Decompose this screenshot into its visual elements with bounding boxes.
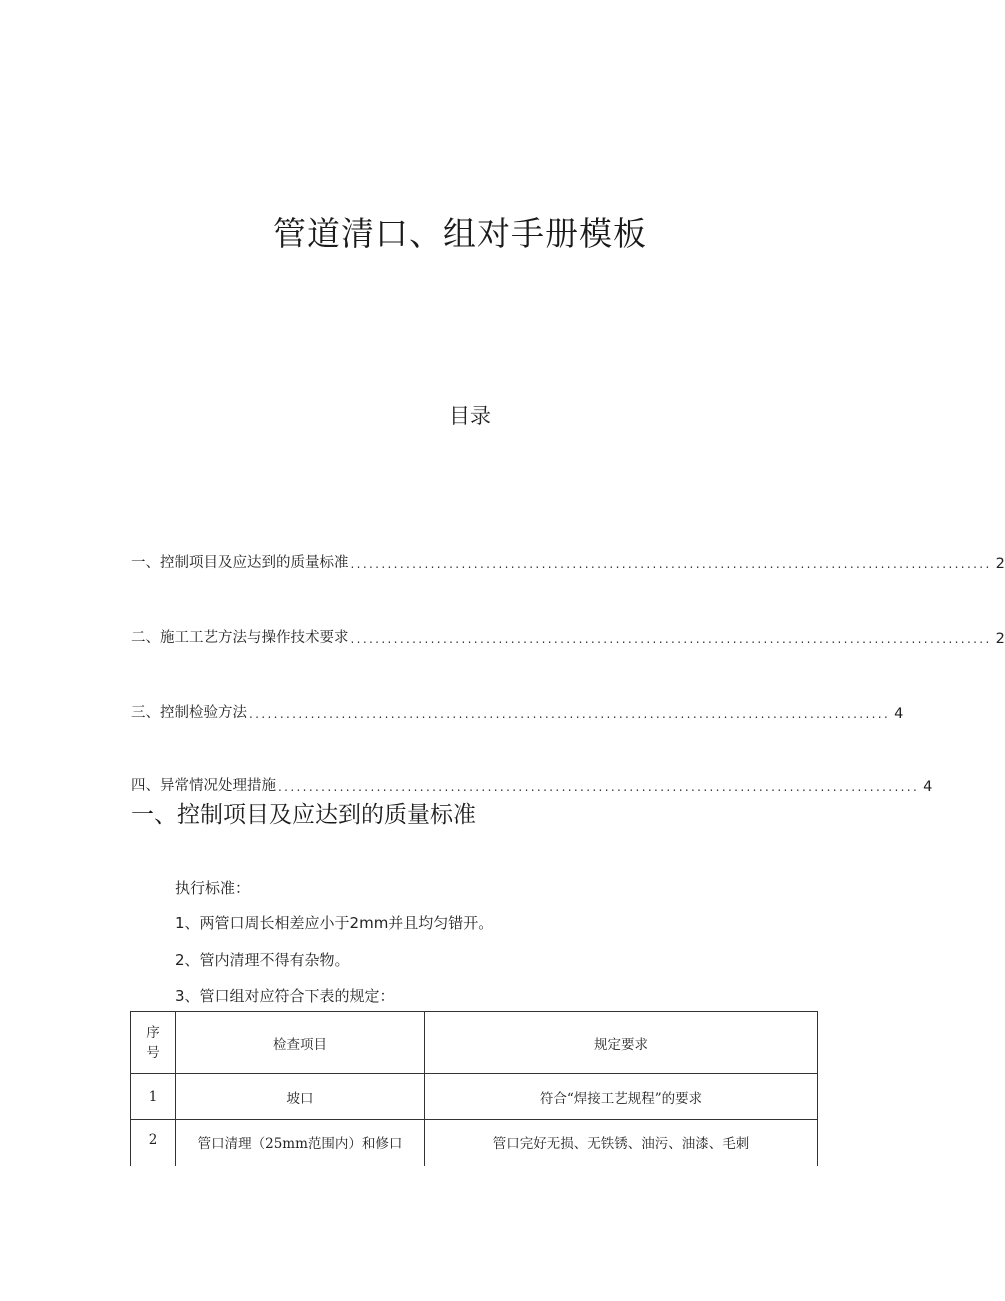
standard-item-3: 3、管口组对应符合下表的规定： bbox=[175, 987, 395, 1005]
toc-entry-3[interactable] bbox=[131, 698, 904, 722]
toc-entry-2[interactable] bbox=[131, 623, 1005, 647]
cell-requirement: 符合“焊接工艺规程”的要求 bbox=[425, 1074, 818, 1120]
toc-dot-leader: ........................................................................................................ bbox=[249, 707, 891, 721]
toc-entry-label: 三、控制检验方法 bbox=[131, 705, 247, 721]
cell-requirement: 管口完好无损、无铁锈、油污、油漆、毛刺 bbox=[425, 1120, 818, 1166]
section-heading: 一、控制项目及应达到的质量标准 bbox=[131, 802, 476, 828]
table-row bbox=[131, 1074, 818, 1120]
inspection-table bbox=[130, 1011, 818, 1166]
table-header-row bbox=[131, 1012, 818, 1074]
cell-item: 坡口 bbox=[176, 1074, 425, 1120]
header-seq: 序 号 bbox=[131, 1012, 176, 1074]
toc-entry-label: 二、施工工艺方法与操作技术要求 bbox=[131, 630, 349, 646]
cell-seq: 2 bbox=[131, 1120, 176, 1166]
document-title: 管道清口、组对手册模板 bbox=[273, 214, 647, 253]
table-row bbox=[131, 1120, 818, 1166]
toc-entry-page: 4 bbox=[894, 706, 904, 722]
toc-entry-label: 四、异常情况处理措施 bbox=[131, 778, 276, 794]
toc-entry-page: 4 bbox=[923, 779, 933, 795]
cell-seq: 1 bbox=[131, 1074, 176, 1120]
header-item: 检查项目 bbox=[176, 1012, 425, 1074]
header-requirement: 规定要求 bbox=[425, 1012, 818, 1074]
toc-entry-page: 2 bbox=[995, 631, 1005, 647]
standard-item-2: 2、管内清理不得有杂物。 bbox=[175, 951, 350, 969]
toc-heading: 目录 bbox=[449, 404, 491, 428]
toc-entry-page: 2 bbox=[995, 556, 1005, 572]
toc-dot-leader: ........................................................................................................ bbox=[278, 780, 920, 794]
toc-dot-leader: ........................................................................................................ bbox=[350, 632, 992, 646]
toc-entry-4[interactable] bbox=[131, 771, 933, 795]
standard-item-1: 1、两管口周长相差应小于2mm并且均匀错开。 bbox=[175, 914, 494, 932]
toc-entry-label: 一、控制项目及应达到的质量标准 bbox=[131, 555, 349, 571]
toc-dot-leader: ........................................................................................................ bbox=[350, 557, 992, 571]
cell-item: 管口清理（25mm范围内）和修口 bbox=[176, 1120, 425, 1166]
toc-entry-1[interactable] bbox=[131, 548, 1005, 572]
standard-label: 执行标准： bbox=[175, 879, 251, 897]
